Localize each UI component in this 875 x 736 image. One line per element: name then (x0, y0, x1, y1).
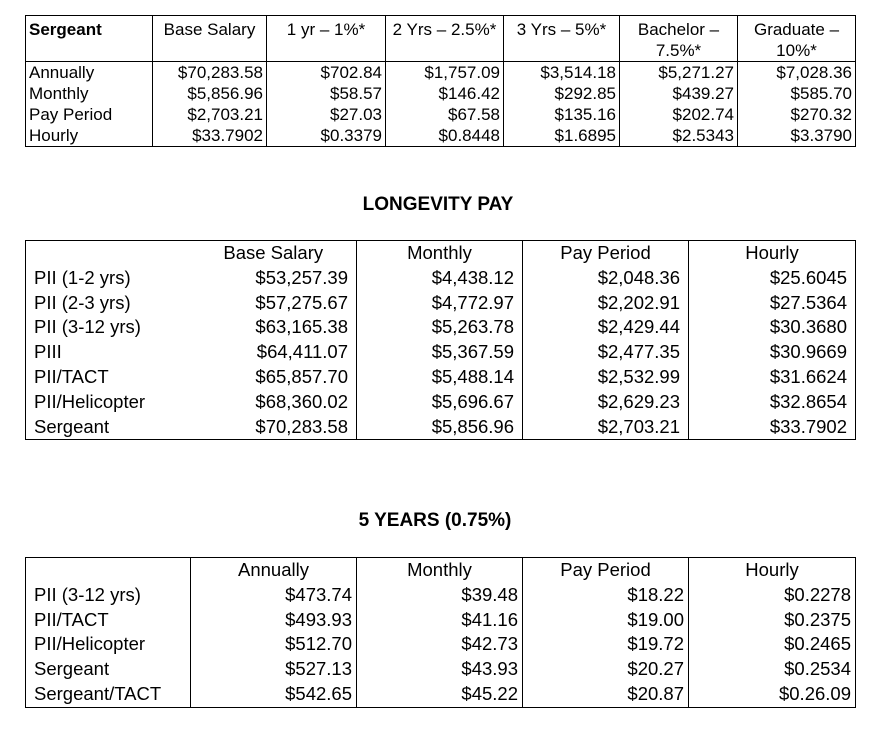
longevity-pay-title: LONGEVITY PAY (362, 194, 514, 215)
table-cell: $20.27 (523, 657, 689, 682)
row-label: Sergeant/TACT (34, 682, 162, 704)
column-header: 3 Yrs – 5%* (504, 16, 620, 62)
table-cell: $32.8654 (689, 390, 856, 415)
table-row (26, 415, 856, 440)
row-label: PII/TACT (34, 608, 109, 630)
table-cell: $5,488.14 (357, 365, 523, 390)
table-cell: $2,202.91 (523, 291, 689, 316)
table-cell: $27.03 (267, 104, 386, 125)
table-cell: $43.93 (357, 657, 523, 682)
table-cell: $45.22 (357, 682, 523, 707)
table-row (26, 291, 856, 316)
table-cell: $146.42 (386, 83, 504, 104)
row-label: PII (3-12 yrs) (34, 316, 141, 338)
table-cell: $2,048.36 (523, 266, 689, 291)
table-cell: $0.2375 (689, 608, 856, 633)
column-header-bachelor: Bachelor – 7.5%* (620, 16, 738, 62)
table-cell: $33.7902 (153, 125, 267, 147)
table-row (26, 315, 856, 340)
row-label: PIII (34, 341, 62, 363)
table-cell: $2.5343 (620, 125, 738, 147)
table-cell: $493.93 (191, 608, 357, 633)
five-years-table (25, 557, 856, 708)
table-cell: $702.84 (267, 62, 386, 84)
table-cell: $58.57 (267, 83, 386, 104)
table-cell: $2,629.23 (523, 390, 689, 415)
table-cell: $2,703.21 (523, 415, 689, 440)
column-header: Base Salary (223, 242, 324, 263)
column-header: Base Salary (153, 16, 267, 62)
table-cell: $2,477.35 (523, 340, 689, 365)
table-cell: $20.87 (523, 682, 689, 707)
table-cell: $27.5364 (689, 291, 856, 316)
table-cell: $5,696.67 (357, 390, 523, 415)
table-row (26, 632, 856, 657)
table-cell: $0.26.09 (689, 682, 856, 707)
table-cell: $7,028.36 (738, 62, 856, 84)
column-header: Hourly (689, 558, 856, 583)
table-cell: $4,438.12 (357, 266, 523, 291)
table-row (26, 682, 856, 707)
row-label: PII/TACT (34, 365, 109, 387)
column-header: 1 yr – 1%* (267, 16, 386, 62)
row-label-header (26, 241, 191, 266)
table-row (26, 657, 856, 682)
row-label: PII (2-3 yrs) (34, 291, 131, 313)
table-cell: $2,532.99 (523, 365, 689, 390)
table-row (26, 365, 856, 390)
row-label: Sergeant (34, 415, 110, 437)
row-label: Hourly (29, 126, 79, 145)
table-cell: $3,514.18 (504, 62, 620, 84)
table-cell: $63,165.38 (255, 316, 348, 338)
table-cell: $439.27 (620, 83, 738, 104)
table-cell: $30.3680 (689, 315, 856, 340)
table-cell: $0.8448 (386, 125, 504, 147)
table-cell: $19.00 (523, 608, 689, 633)
table-cell: $33.7902 (689, 415, 856, 440)
table-row (26, 125, 856, 147)
five-years-title: 5 YEARS (0.75%) (358, 510, 512, 531)
table-cell: $70,283.58 (153, 62, 267, 84)
table-cell: $542.65 (191, 682, 357, 707)
row-label: Pay Period (29, 105, 113, 124)
table-cell: $41.16 (357, 608, 523, 633)
table-row (26, 390, 856, 415)
table-cell: $5,263.78 (357, 315, 523, 340)
table-cell: $5,856.96 (153, 83, 267, 104)
row-label: Annually (29, 63, 95, 82)
table-cell: $0.2534 (689, 657, 856, 682)
table-cell: $4,772.97 (357, 291, 523, 316)
table-cell: $18.22 (523, 583, 689, 608)
table-cell: $64,411.07 (256, 341, 348, 363)
table-cell: $292.85 (504, 83, 620, 104)
table-cell: $2,703.21 (153, 104, 267, 125)
row-label-header (26, 558, 191, 583)
table-header-row (26, 16, 856, 62)
table-cell: $42.73 (357, 632, 523, 657)
table-row (26, 104, 856, 125)
column-header: Monthly (357, 241, 523, 266)
table-cell: $202.74 (620, 104, 738, 125)
table-cell: $473.74 (191, 583, 357, 608)
table-cell: $5,367.59 (357, 340, 523, 365)
table-cell: $65,857.70 (255, 365, 348, 387)
table-cell: $19.72 (523, 632, 689, 657)
table-cell: $53,257.39 (255, 266, 348, 288)
row-label: Sergeant (34, 658, 110, 680)
table-cell: $527.13 (191, 657, 357, 682)
table-cell: $3.3790 (738, 125, 856, 147)
table-header-row (26, 558, 856, 583)
table-cell: $25.6045 (689, 266, 856, 291)
table-header-row (26, 241, 856, 266)
table-cell: $57,275.67 (255, 291, 348, 313)
column-header: Monthly (357, 558, 523, 583)
table-cell: $5,271.27 (620, 62, 738, 84)
table-cell: $512.70 (191, 632, 357, 657)
column-header: Annually (191, 558, 357, 583)
table-cell: $0.3379 (267, 125, 386, 147)
sergeant-pay-table (25, 15, 856, 147)
row-label: PII (3-12 yrs) (34, 583, 141, 605)
table-row (26, 83, 856, 104)
table-cell: $0.2278 (689, 583, 856, 608)
row-label: PII (1-2 yrs) (34, 266, 131, 288)
table-row (26, 340, 856, 365)
table-row (26, 266, 856, 291)
table-row (26, 62, 856, 84)
row-label: PII/Helicopter (34, 633, 146, 655)
column-header: Hourly (689, 241, 856, 266)
longevity-pay-table (25, 240, 856, 440)
column-header: Pay Period (523, 241, 689, 266)
table-cell: $1,757.09 (386, 62, 504, 84)
table-cell: $30.9669 (689, 340, 856, 365)
row-label: Monthly (29, 84, 89, 103)
rank-header: Sergeant (26, 16, 153, 62)
table-cell: $70,283.58 (255, 415, 348, 437)
row-label: PII/Helicopter (34, 390, 146, 412)
column-header: 2 Yrs – 2.5%* (386, 16, 504, 62)
column-header-graduate: Graduate – 10%* (738, 16, 856, 62)
table-row (26, 583, 856, 608)
table-cell: $2,429.44 (523, 315, 689, 340)
table-cell: $270.32 (738, 104, 856, 125)
table-cell: $67.58 (386, 104, 504, 125)
table-cell: $39.48 (357, 583, 523, 608)
table-row (26, 608, 856, 633)
table-cell: $31.6624 (689, 365, 856, 390)
column-header: Pay Period (523, 558, 689, 583)
table-cell: $68,360.02 (255, 390, 348, 412)
table-cell: $585.70 (738, 83, 856, 104)
table-cell: $135.16 (504, 104, 620, 125)
table-cell: $1.6895 (504, 125, 620, 147)
table-cell: $5,856.96 (357, 415, 523, 440)
table-cell: $0.2465 (689, 632, 856, 657)
